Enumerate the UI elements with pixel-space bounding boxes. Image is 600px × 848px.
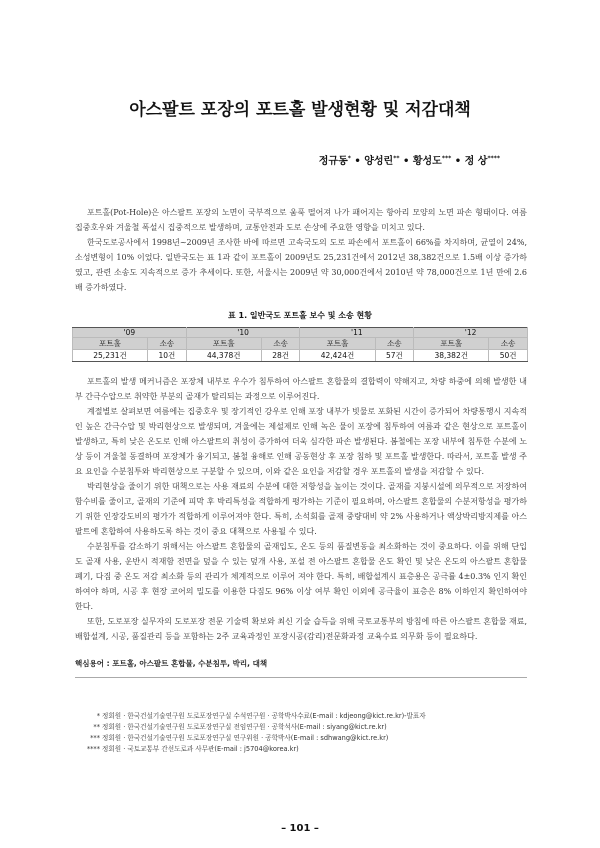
table-subheader: 포트홀 [186, 338, 261, 350]
table-cell: 42,424건 [300, 350, 375, 362]
table-subheader-row [73, 338, 528, 350]
table-cell: 10건 [148, 350, 187, 362]
footnote-text: 정회원 · 한국건설기술연구원 도로포장연구실 수석연구원 · 공학박사수료(E-mail : kdjeong@kict.re.kr)-발표자 [102, 712, 426, 720]
main-section [75, 374, 527, 644]
author-mark: ** [393, 155, 400, 162]
footnote [80, 711, 530, 722]
body-paragraph: 수분침투를 감소하기 위해서는 아스팔트 혼합물의 골재입도, 온도 등의 품질변동을 최소화하는 것이 중요하다. 이를 위해 단입도 골재 사용, 운반시 적재함 전면을 덮을 수 있는 덮개 사용, 포설 전 아스팔트 혼합물 온도 확인 및 낮은 온도의 아스팔트 혼합물 폐기, 다짐 중 온도 저감 최소화 등의 관리가 체계적으로 이루어 져야 한다. 특히, 배합설계시 표층용은 공극률 4±0.3% 인지 확인하여야 하며, 시공 후 현장 코어의 밀도를 이용한 다짐도 96% 이상 여부 확인 이외에 공극율이 표층은 8% 이하인지 확인하여야 한다. [75, 542, 527, 611]
table-cell: 57건 [375, 350, 414, 362]
author-mark: *** [441, 155, 452, 162]
author-separator: • [399, 156, 413, 167]
keywords: 핵심용어 : 포트홀, 아스팔트 혼합물, 수분침투, 박리, 대책 [75, 659, 268, 668]
table-subheader: 소송 [375, 338, 414, 350]
author-mark: * [347, 155, 351, 162]
table-cell: 44,378건 [186, 350, 261, 362]
table-subheader: 포트홀 [300, 338, 375, 350]
body-paragraph: 한국도로공사에서 1998년~2009년 조사한 바에 따르면 고속국도의 도로 파손에서 포트홀이 66%를 차지하며, 균열이 24%, 소성변형이 10% 이었다. 일반국도는 표 1과 같이 포트홀이 2009년도 25,231건에서 2012년 38,382건으로 1.5배 이상 증가하였고, 관련 소송도 지속적으로 증가 추세이다. 또한, 서울시는 2009년 약 30,000건에서 2010년 약 78,000건으로 1년 만에 2.6배 증가하였다. [75, 238, 527, 292]
table-subheader: 소송 [261, 338, 300, 350]
author-list [319, 152, 500, 167]
footnote [80, 744, 530, 755]
table-year-header: '09 [73, 328, 187, 338]
author-separator: • [350, 156, 365, 167]
table-caption: 표 1. 일반국도 포트홀 보수 및 소송 현황 [227, 311, 373, 320]
table-year-header: '12 [414, 328, 528, 338]
table-year-row [73, 328, 528, 338]
table-cell: 25,231건 [73, 350, 148, 362]
footnotes [80, 711, 530, 755]
footnote [80, 722, 530, 733]
footnote-text: 정회원 · 한국건설기술연구원 도로포장연구실 연구위원 · 공학박사(E-mail : sdhwang@kict.re.kr) [102, 734, 389, 742]
footnote-mark: * [96, 712, 100, 720]
author-name: 황성도 [412, 156, 442, 167]
footnote-mark: ** [93, 723, 100, 731]
author-name: 정 상 [464, 156, 488, 167]
intro-section [75, 205, 527, 295]
table-subheader: 포트홀 [73, 338, 148, 350]
body-paragraph: 또한, 도로포장 실무자의 도로포장 전문 기술력 확보와 최신 기술 습득을 위해 국토교통부의 방침에 따른 아스팔트 혼합물 재료, 배합설계, 시공, 품질관리 등을 포함하는 2주 교육과정인 포장시공(감리)전문화과정 교육수료 의무화 등이 필요하다. [75, 617, 527, 641]
author-separator: • [451, 156, 465, 167]
footnote-text: 정회원 · 국토교통부 간선도로과 사무관(E-mail : j5704@korea.kr) [102, 745, 299, 753]
table-cell: 28건 [261, 350, 300, 362]
footnote-mark: *** [90, 734, 100, 742]
page-number: – 101 – [281, 823, 319, 834]
table-subheader: 소송 [148, 338, 187, 350]
body-paragraph: 박리현상을 줄이기 위한 대책으로는 사용 재료의 수분에 대한 저항성을 높이는 것이다. 골재를 지붕시설에 의무적으로 저장하여 함수비를 줄이고, 골재의 기준에 피막 후 박리특성을 적합하게 평가하는 기준이 필요하며, 아스팔트 혼합물의 수분저항성을 평가하기 위한 인장강도비의 평가가 적합하게 이루어져야 한다. 특히, 소석회를 골재 중량대비 약 2% 사용하거나 액상박리방지제를 아스팔트에 혼합하여 사용하도록 하는 것이 중요 대책으로 사용될 수 있다. [75, 482, 527, 536]
table-subheader: 포트홀 [414, 338, 489, 350]
footnote [80, 733, 530, 744]
body-paragraph: 포트홀(Pot-Hole)은 아스팔트 포장의 노면이 국부적으로 움푹 떨어져 나가 패어지는 항아리 모양의 노면 파손 형태이다. 여름 집중호우와 겨울철 폭설시 집중적으로 발생하며, 교통안전과 도로 손상에 주요한 영향을 미치고 있다. [75, 208, 527, 232]
table-cell: 38,382건 [414, 350, 489, 362]
body-paragraph: 포트홀의 발생 메커니즘은 포장체 내부로 우수가 침투하여 아스팔트 혼합물의 결합력이 약해지고, 차량 하중에 의해 발생한 내부 간극수압으로 취약한 부분의 골재가 탈리되는 과정으로 이루어진다. [75, 377, 527, 401]
table-subheader: 소송 [489, 338, 528, 350]
author-name: 정규동 [318, 156, 348, 167]
author-name: 양성린 [364, 156, 394, 167]
table-year-header: '11 [300, 328, 414, 338]
table-year-header: '10 [186, 328, 300, 338]
table-row [73, 350, 528, 362]
table-cell: 50건 [489, 350, 528, 362]
paper-title: 아스팔트 포장의 포트홀 발생현황 및 저감대책 [129, 100, 471, 120]
footnote-mark: **** [86, 745, 100, 753]
body-paragraph: 계절별로 살펴보면 여름에는 집중호우 및 장기적인 강우로 인해 포장 내부가 빗물로 포화된 시간이 증가되어 차량통행시 지속적인 높은 간극수압 및 박리현상으로 발생되며, 겨울에는 제설제로 인해 녹은 물이 포장에 침투하여 여름과 같은 현상으로 포트홀이 발생하고, 특히 낮은 온도로 인해 아스팔트의 취성이 증가하여 더욱 심각한 파손 발생된다. 봄철에는 포장 내부에 침투한 수분에 노상 등이 겨울철 동결하며 포장체가 융기되고, 봄철 융해로 인해 공동현상 후 포장 침하 및 포트홀 발생한다. 따라서, 포트홀 발생 주요 요인을 수분침투와 박리현상으로 구분할 수 있으며, 이와 같은 요인을 저감할 경우 포트홀의 발생을 저감할 수 있다. [75, 407, 527, 476]
author-mark: **** [487, 155, 500, 162]
footnote-text: 정회원 · 한국건설기술연구원 도로포장연구실 전임연구원 · 공학석사(E-mail : siyang@kict.re.kr) [102, 723, 387, 731]
footnote-divider [75, 677, 527, 678]
pothole-table [72, 327, 528, 362]
